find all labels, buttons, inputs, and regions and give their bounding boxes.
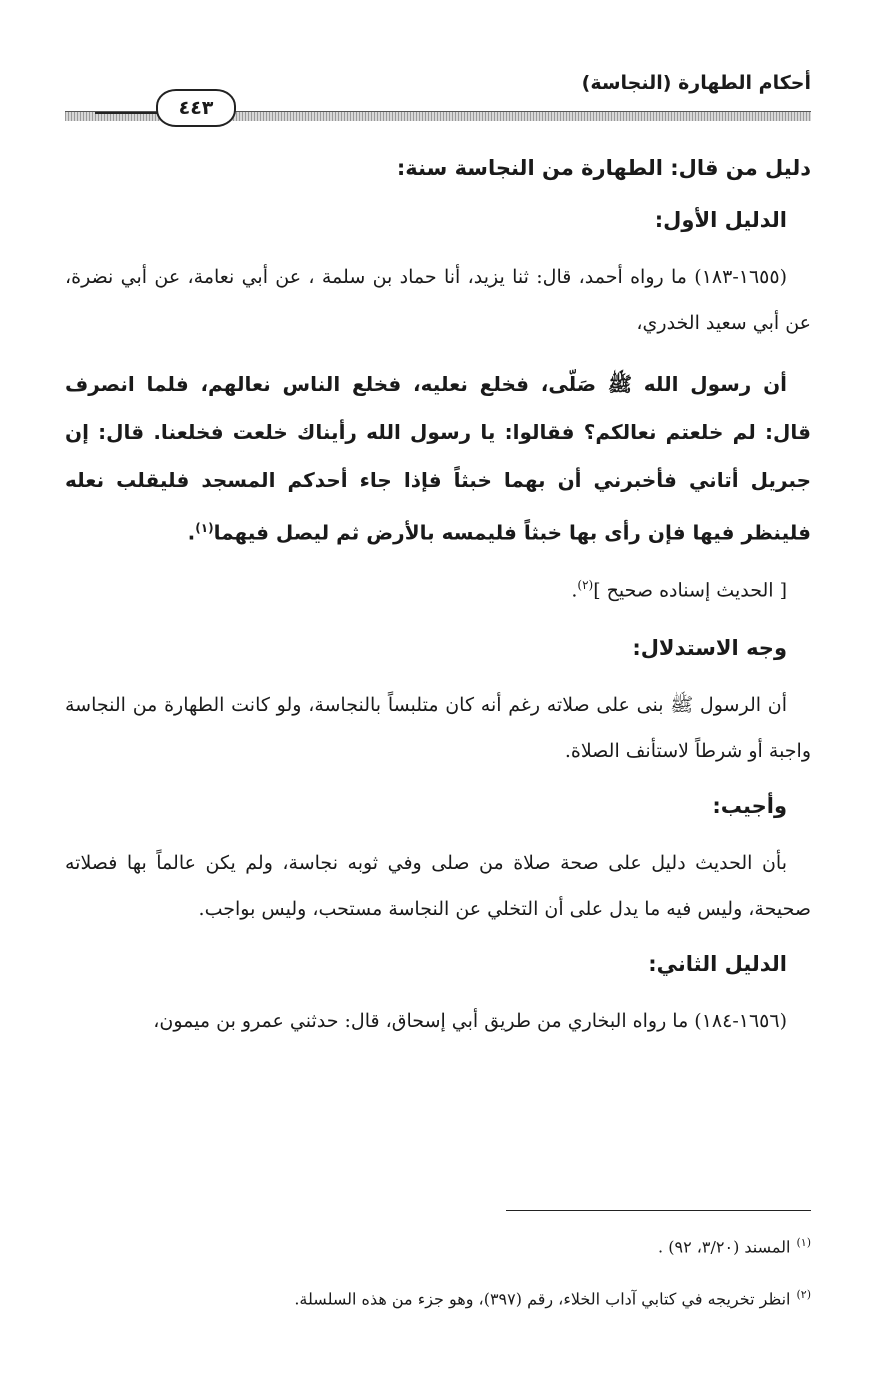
running-title: أحكام الطهارة (النجاسة) [581, 72, 811, 94]
inference-heading: وجه الاستدلال: [632, 635, 787, 660]
evidence-1-hadith [65, 360, 811, 557]
reply-heading: وأجيب: [712, 793, 787, 818]
footnote-separator [506, 1210, 811, 1211]
evidence-2-chain: (١٦٥٦-١٨٤) ما رواه البخاري من طريق أبي إسحاق، قال: حدثني عمرو بن ميمون، [153, 1009, 787, 1032]
hadith-text: أن رسول الله ﷺ صَلّى، فخلع نعليه، فخلع الناس نعالهم، فلما انصرف قال: لم خلعتم نعالكم؟ فقالوا: يا رسول الله رأيناك خلعت فخلعنا. قال: إن جبريل أتاني فأخبرني أن بهما خبثاً فإذا جاء أحدكم المسجد فليقلب نعله فلينظر فيها فإن رأى بها خبثاً فليمسه بالأرض ثم ليصل فيهما [65, 372, 811, 545]
reply-text: بأن الحديث دليل على صحة صلاة من صلى وفي ثوبه نجاسة، ولم يكن عالماً بها فصلاته صحيحة، وليس فيه ما يدل على أن التخلي عن النجاسة مستحب، وليس بواجب. [65, 851, 811, 920]
footnotes [65, 1230, 811, 1335]
footnote-1-text: المسند (٣/٢٠، ٩٢) . [658, 1237, 791, 1257]
inference-text: أن الرسول ﷺ بنى على صلاته رغم أنه كان متلبساً بالنجاسة، ولو كانت الطهارة من النجاسة واجبة أو شرطاً لاستأنف الصلاة. [65, 693, 811, 762]
header-left-line [95, 112, 158, 114]
hadith-end: . [187, 520, 196, 545]
hadith-grade [65, 565, 787, 610]
hadith-grade-text: [ الحديث إسناده صحيح ] [593, 578, 787, 601]
page-number-frame [156, 89, 236, 127]
section-heading: دليل من قال: الطهارة من النجاسة سنة: [396, 156, 811, 180]
footnote-1 [65, 1230, 811, 1260]
footnote-2-mark: (٢) [796, 1288, 811, 1302]
evidence-1-heading: الدليل الأول: [654, 208, 787, 232]
footnote-2-text: انظر تخريجه في كتابي آداب الخلاء، رقم (٣٩٧)، وهو جزء من هذه السلسلة. [294, 1289, 791, 1309]
footnote-ref-2: (٢) [577, 577, 594, 592]
hadith-grade-end: . [571, 578, 578, 601]
evidence-2-heading: الدليل الثاني: [648, 951, 787, 976]
page-number: ٤٤٣ [178, 97, 214, 119]
footnote-ref-1: (١) [195, 521, 214, 535]
page-body [65, 150, 811, 1058]
footnote-1-mark: (١) [796, 1236, 811, 1249]
footnote-2 [65, 1282, 811, 1312]
evidence-1-chain: (١٦٥٥-١٨٣) ما رواه أحمد، قال: ثنا يزيد، أنا حماد بن سلمة ، عن أبي نعامة، عن أبي نضرة، عن أبي سعيد الخدري، [65, 266, 811, 334]
